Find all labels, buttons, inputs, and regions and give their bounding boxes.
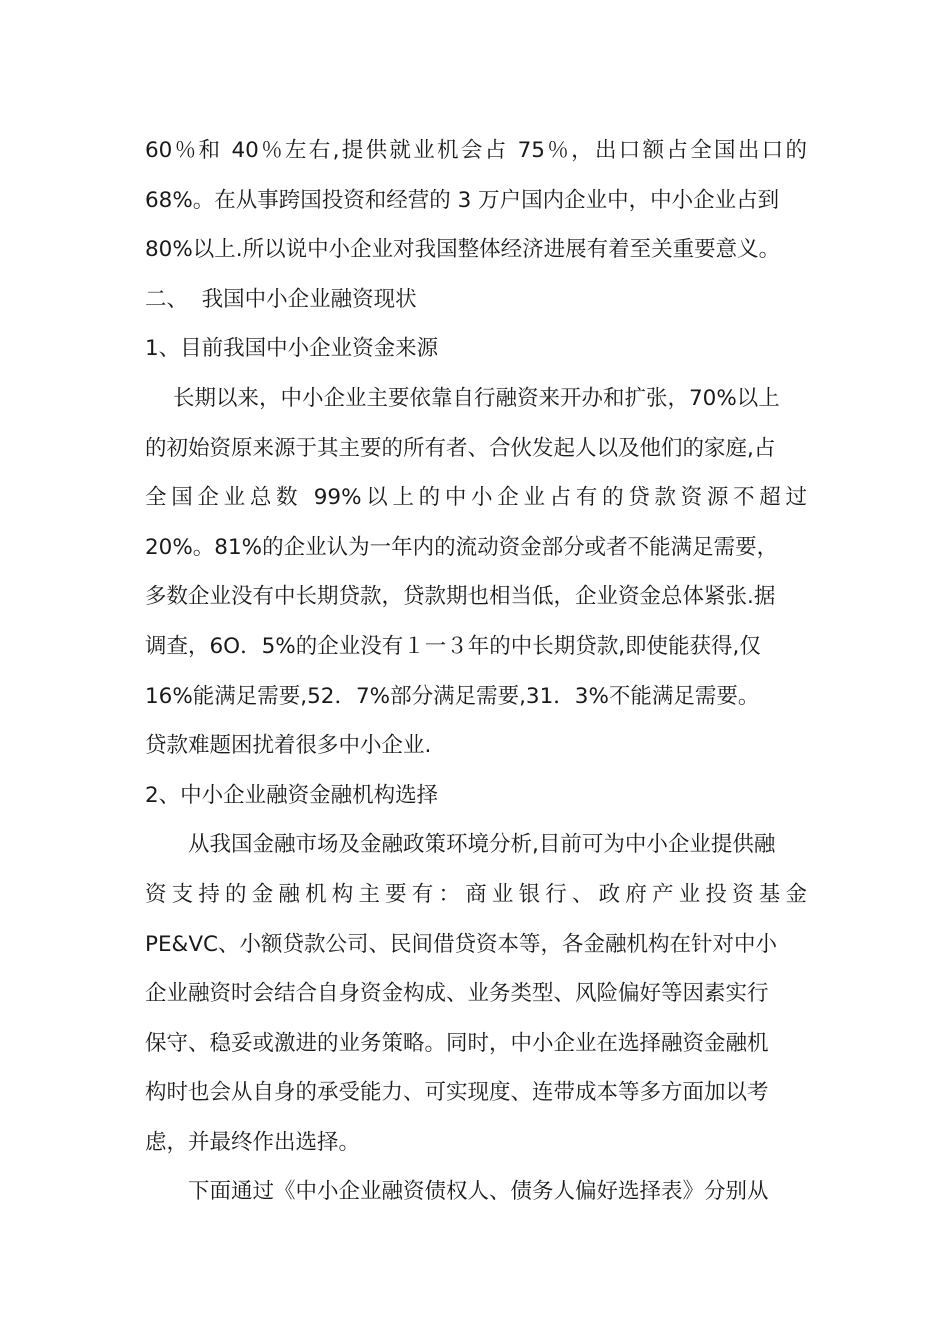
text-line: 16%能满足需要,52．7%部分满足需要,31．3%不能满足需要。 xyxy=(145,683,760,709)
text-line: 60％和 40％左右,提供就业机会占 75％，出口额占全国出口的 xyxy=(145,138,807,163)
paragraph-first-line: 长期以来，中小企业主要依靠自行融资来开办和扩张，70%以上 xyxy=(173,385,780,411)
paragraph-first-line: 下面通过《中小企业融资债权人、债务人偏好选择表》分别从 xyxy=(188,1179,769,1205)
section-heading: 二、 我国中小企业融资现状 xyxy=(145,286,417,312)
body-text xyxy=(145,126,807,1217)
text-line: 80%以上.所以说中小企业对我国整体经济进展有着至关重要意义。 xyxy=(145,237,781,263)
text-line: 资支持的金融机构主要有：商业银行、政府产业投资基金 xyxy=(145,881,807,907)
text-line: 虑，并最终作出选择。 xyxy=(145,1129,361,1155)
text-line: 企业融资时会结合自身资金构成、业务类型、风险偏好等因素实行 xyxy=(145,981,769,1007)
text-line: 保守、稳妥或激进的业务策略。同时，中小企业在选择融资金融机 xyxy=(145,1030,769,1056)
text-line: 20%。81%的企业认为一年内的流动资金部分或者不能满足需要， xyxy=(145,534,779,560)
text-line: 的初始资原来源于其主要的所有者、合伙发起人以及他们的家庭,占 xyxy=(145,435,776,461)
paragraph-first-line: 从我国金融市场及金融政策环境分析,目前可为中小企业提供融 xyxy=(188,832,776,858)
text-line: 68%。在从事跨国投资和经营的 3 万户国内企业中，中小企业占到 xyxy=(145,187,780,213)
subsection-heading: 1、目前我国中小企业资金来源 xyxy=(145,336,439,362)
text-line: 多数企业没有中长期贷款，贷款期也相当低，企业资金总体紧张.据 xyxy=(145,584,776,610)
text-line: 贷款难题困扰着很多中小企业. xyxy=(145,733,432,759)
subsection-heading: 2、中小企业融资金融机构选择 xyxy=(145,782,439,808)
text-line: 调查，6O．5%的企业没有１一３年的中长期贷款,即使能获得,仅 xyxy=(145,633,761,659)
text-line: 全国企业总数 99%以上的中小企业占有的贷款资源不超过 xyxy=(145,485,807,511)
text-line: 构时也会从自身的承受能力、可实现度、连带成本等多方面加以考 xyxy=(145,1080,769,1106)
text-line: PE&VC、小额贷款公司、民间借贷资本等，各金融机构在针对中小 xyxy=(145,931,778,957)
